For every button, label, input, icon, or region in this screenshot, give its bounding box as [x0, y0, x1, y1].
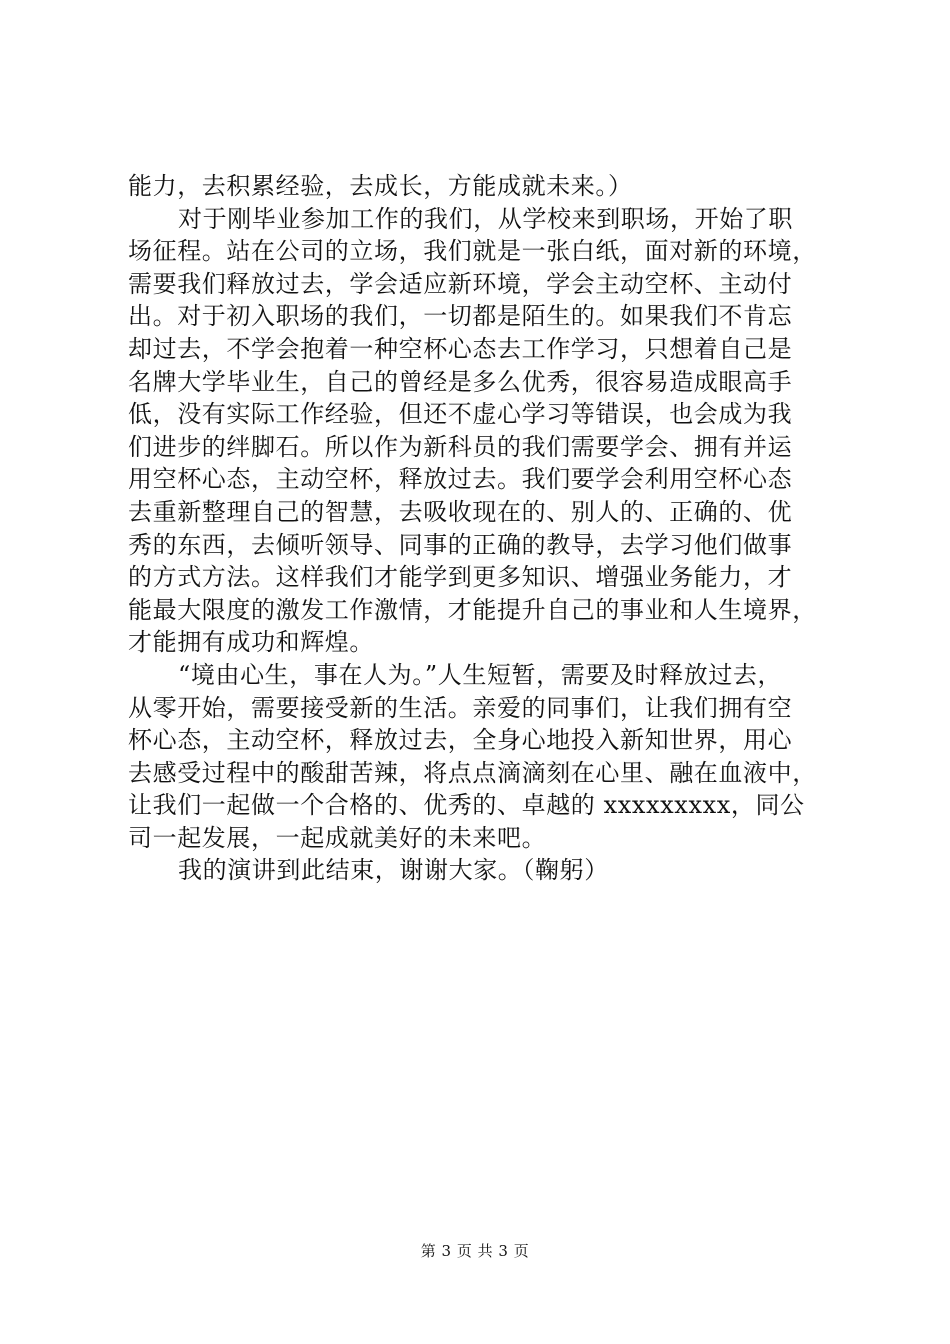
text-line: 能力，去积累经验，去成长，方能成就未来。） — [128, 172, 633, 200]
text-line: 杯心态，主动空杯，释放过去，全身心地投入新知世界，用心 — [128, 726, 793, 755]
text-line: 从零开始，需要接受新的生活。亲爱的同事们，让我们拥有空 — [128, 693, 793, 722]
text-line: 需要我们释放过去，学会适应新环境，学会主动空杯、主动付 — [128, 269, 793, 298]
page-footer: 第 3 页 共 3 页 — [420, 1242, 530, 1260]
text-line: 的方式方法。这样我们才能学到更多知识、增强业务能力，才 — [128, 563, 793, 592]
text-line: 让我们一起做一个合格的、优秀的、卓越的 xxxxxxxxx，同公 — [128, 791, 805, 820]
text-line: 去感受过程中的酸甜苦辣，将点点滴滴刻在心里、融在血液中， — [128, 758, 817, 787]
text-line: 出。对于初入职场的我们，一切都是陌生的。如果我们不肯忘 — [128, 302, 793, 331]
paragraph-start-line: 对于刚毕业参加工作的我们，从学校来到职场，开始了职 — [178, 204, 793, 233]
document-body — [128, 170, 848, 887]
text-line: 用空杯心态，主动空杯，释放过去。我们要学会利用空杯心态 — [128, 465, 793, 494]
text-line: 才能拥有成功和辉煌。 — [128, 628, 374, 657]
text-line: 司一起发展，一起成就美好的未来吧。 — [128, 823, 547, 852]
text-line: 去重新整理自己的智慧，去吸收现在的、别人的、正确的、优 — [128, 497, 793, 526]
text-line: 们进步的绊脚石。所以作为新科员的我们需要学会、拥有并运 — [128, 432, 793, 461]
paragraph-start-line: 我的演讲到此结束，谢谢大家。（鞠躬） — [178, 856, 609, 885]
text-line: 名牌大学毕业生，自己的曾经是多么优秀，很容易造成眼高手 — [128, 367, 793, 396]
paragraph-start-line: “境由心生，事在人为。”人生短暂，需要及时释放过去， — [178, 660, 783, 689]
text-line: 低，没有实际工作经验，但还不虚心学习等错误，也会成为我 — [128, 400, 793, 429]
text-line: 秀的东西，去倾听领导、同事的正确的教导，去学习他们做事 — [128, 530, 793, 559]
text-line: 能最大限度的激发工作激情，才能提升自己的事业和人生境界， — [128, 595, 817, 624]
text-line: 场征程。站在公司的立场，我们就是一张白纸，面对新的环境， — [128, 237, 817, 266]
text-line: 却过去，不学会抱着一种空杯心态去工作学习，只想着自己是 — [128, 334, 793, 363]
